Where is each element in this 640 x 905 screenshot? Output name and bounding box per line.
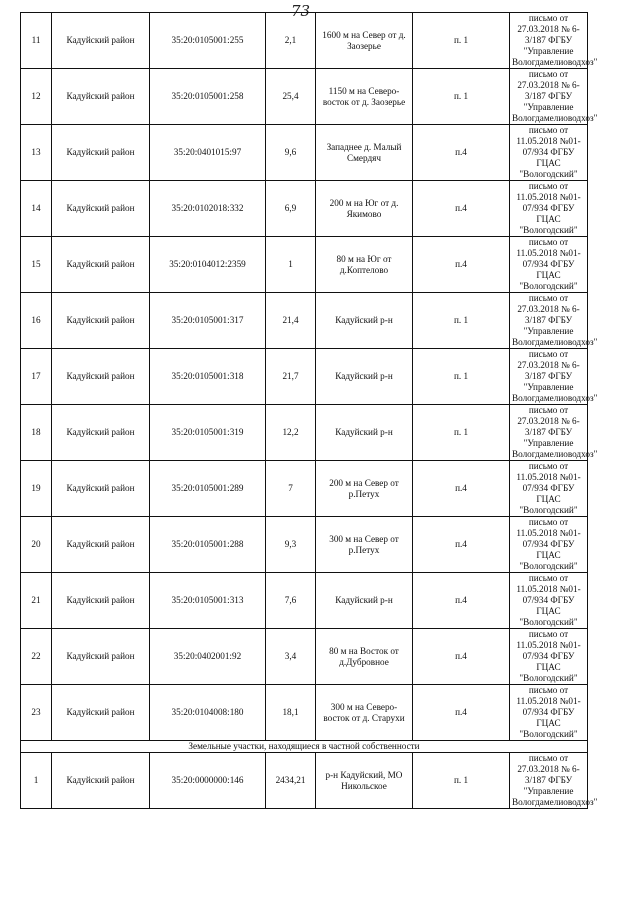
table-row bbox=[21, 13, 588, 69]
row-number: 17 bbox=[21, 349, 52, 405]
clause-cell: п.4 bbox=[413, 517, 510, 573]
location-cell: 200 м на Север от р.Петух bbox=[316, 461, 413, 517]
clause-cell: п.4 bbox=[413, 629, 510, 685]
table-body-private bbox=[21, 753, 598, 809]
district-cell: Кадуйский район bbox=[52, 237, 150, 293]
location-cell: Кадуйский р-н bbox=[316, 293, 413, 349]
location-cell: Кадуйский р-н bbox=[316, 405, 413, 461]
clause-cell: п. 1 bbox=[413, 13, 510, 69]
letter-reference-cell: письмо от 27.03.2018 № 6-3/187 ФГБУ "Управление Вологдамелиоводхоз" bbox=[510, 753, 588, 809]
location-cell: 200 м на Юг от д. Якимово bbox=[316, 181, 413, 237]
land-plots-table bbox=[20, 12, 598, 809]
row-number: 14 bbox=[21, 181, 52, 237]
cadastral-number-cell: 35:20:0105001:258 bbox=[150, 69, 266, 125]
district-cell: Кадуйский район bbox=[52, 405, 150, 461]
clause-cell: п.4 bbox=[413, 125, 510, 181]
district-cell: Кадуйский район bbox=[52, 349, 150, 405]
section-title: Земельные участки, находящиеся в частной собственности bbox=[21, 741, 588, 753]
cadastral-number-cell: 35:20:0102018:332 bbox=[150, 181, 266, 237]
district-cell: Кадуйский район bbox=[52, 573, 150, 629]
row-number: 1 bbox=[21, 753, 52, 809]
row-number: 23 bbox=[21, 685, 52, 741]
cadastral-number-cell: 35:20:0104012:2359 bbox=[150, 237, 266, 293]
letter-reference-cell: письмо от 27.03.2018 № 6-3/187 ФГБУ "Управление Вологдамелиоводхоз" bbox=[510, 293, 588, 349]
area-cell: 6,9 bbox=[266, 181, 316, 237]
area-cell: 9,6 bbox=[266, 125, 316, 181]
location-cell: 300 м на Северо-восток от д. Старухи bbox=[316, 685, 413, 741]
location-cell: 1600 м на Север от д. Заозерье bbox=[316, 13, 413, 69]
location-cell: 80 м на Юг от д.Коптелово bbox=[316, 237, 413, 293]
page-number: 73 bbox=[291, 2, 311, 20]
table-body-municipal bbox=[21, 13, 598, 741]
area-cell: 18,1 bbox=[266, 685, 316, 741]
table-row bbox=[21, 517, 588, 573]
row-number: 16 bbox=[21, 293, 52, 349]
area-cell: 25,4 bbox=[266, 69, 316, 125]
clause-cell: п. 1 bbox=[413, 349, 510, 405]
clause-cell: п. 1 bbox=[413, 405, 510, 461]
area-cell: 7,6 bbox=[266, 573, 316, 629]
clause-cell: п.4 bbox=[413, 237, 510, 293]
table-row bbox=[21, 685, 588, 741]
row-number: 19 bbox=[21, 461, 52, 517]
area-cell: 21,7 bbox=[266, 349, 316, 405]
district-cell: Кадуйский район bbox=[52, 181, 150, 237]
table-row bbox=[21, 293, 588, 349]
location-cell: 300 м на Север от р.Петух bbox=[316, 517, 413, 573]
location-cell: Кадуйский р-н bbox=[316, 349, 413, 405]
table-row bbox=[21, 181, 588, 237]
letter-reference-cell: письмо от 11.05.2018 №01-07/934 ФГБУ ГЦАС "Вологодский" bbox=[510, 573, 588, 629]
row-number: 18 bbox=[21, 405, 52, 461]
row-number: 11 bbox=[21, 13, 52, 69]
district-cell: Кадуйский район bbox=[52, 517, 150, 573]
table-row bbox=[21, 349, 588, 405]
table-row bbox=[21, 125, 588, 181]
cadastral-number-cell: 35:20:0105001:255 bbox=[150, 13, 266, 69]
location-cell: 1150 м на Северо-восток от д. Заозерье bbox=[316, 69, 413, 125]
row-number: 13 bbox=[21, 125, 52, 181]
letter-reference-cell: письмо от 27.03.2018 № 6-3/187 ФГБУ "Управление Вологдамелиоводхоз" bbox=[510, 13, 588, 69]
table-row bbox=[21, 405, 588, 461]
table-row bbox=[21, 573, 588, 629]
letter-reference-cell: письмо от 27.03.2018 № 6-3/187 ФГБУ "Управление Вологдамелиоводхоз" bbox=[510, 69, 588, 125]
location-cell: Западнее д. Малый Смердяч bbox=[316, 125, 413, 181]
clause-cell: п.4 bbox=[413, 181, 510, 237]
area-cell: 3,4 bbox=[266, 629, 316, 685]
letter-reference-cell: письмо от 11.05.2018 №01-07/934 ФГБУ ГЦАС "Вологодский" bbox=[510, 461, 588, 517]
cadastral-number-cell: 35:20:0104008:180 bbox=[150, 685, 266, 741]
letter-reference-cell: письмо от 11.05.2018 №01-07/934 ФГБУ ГЦАС "Вологодский" bbox=[510, 237, 588, 293]
letter-reference-cell: письмо от 11.05.2018 №01-07/934 ФГБУ ГЦАС "Вологодский" bbox=[510, 685, 588, 741]
district-cell: Кадуйский район bbox=[52, 461, 150, 517]
letter-reference-cell: письмо от 11.05.2018 №01-07/934 ФГБУ ГЦАС "Вологодский" bbox=[510, 517, 588, 573]
clause-cell: п. 1 bbox=[413, 753, 510, 809]
table-row bbox=[21, 629, 588, 685]
location-cell: р-н Кадуйский, МО Никольское bbox=[316, 753, 413, 809]
cadastral-number-cell: 35:20:0105001:319 bbox=[150, 405, 266, 461]
area-cell: 2,1 bbox=[266, 13, 316, 69]
clause-cell: п. 1 bbox=[413, 69, 510, 125]
letter-reference-cell: письмо от 11.05.2018 №01-07/934 ФГБУ ГЦАС "Вологодский" bbox=[510, 125, 588, 181]
district-cell: Кадуйский район bbox=[52, 753, 150, 809]
section-header-row bbox=[21, 741, 588, 753]
clause-cell: п. 1 bbox=[413, 293, 510, 349]
letter-reference-cell: письмо от 27.03.2018 № 6-3/187 ФГБУ "Управление Вологдамелиоводхоз" bbox=[510, 405, 588, 461]
area-cell: 12,2 bbox=[266, 405, 316, 461]
cadastral-number-cell: 35:20:0105001:318 bbox=[150, 349, 266, 405]
row-number: 21 bbox=[21, 573, 52, 629]
area-cell: 1 bbox=[266, 237, 316, 293]
table-row bbox=[21, 69, 588, 125]
district-cell: Кадуйский район bbox=[52, 125, 150, 181]
cadastral-number-cell: 35:20:0105001:288 bbox=[150, 517, 266, 573]
area-cell: 7 bbox=[266, 461, 316, 517]
location-cell: 80 м на Восток от д.Дубровное bbox=[316, 629, 413, 685]
clause-cell: п.4 bbox=[413, 685, 510, 741]
district-cell: Кадуйский район bbox=[52, 685, 150, 741]
letter-reference-cell: письмо от 11.05.2018 №01-07/934 ФГБУ ГЦАС "Вологодский" bbox=[510, 181, 588, 237]
table-row bbox=[21, 237, 588, 293]
clause-cell: п.4 bbox=[413, 573, 510, 629]
cadastral-number-cell: 35:20:0401015:97 bbox=[150, 125, 266, 181]
cadastral-number-cell: 35:20:0000000:146 bbox=[150, 753, 266, 809]
table-row bbox=[21, 753, 588, 809]
row-number: 15 bbox=[21, 237, 52, 293]
row-number: 12 bbox=[21, 69, 52, 125]
area-cell: 21,4 bbox=[266, 293, 316, 349]
cadastral-number-cell: 35:20:0105001:289 bbox=[150, 461, 266, 517]
area-cell: 9,3 bbox=[266, 517, 316, 573]
letter-reference-cell: письмо от 11.05.2018 №01-07/934 ФГБУ ГЦАС "Вологодский" bbox=[510, 629, 588, 685]
table-row bbox=[21, 461, 588, 517]
cadastral-number-cell: 35:20:0402001:92 bbox=[150, 629, 266, 685]
district-cell: Кадуйский район bbox=[52, 293, 150, 349]
row-number: 20 bbox=[21, 517, 52, 573]
letter-reference-cell: письмо от 27.03.2018 № 6-3/187 ФГБУ "Управление Вологдамелиоводхоз" bbox=[510, 349, 588, 405]
clause-cell: п.4 bbox=[413, 461, 510, 517]
location-cell: Кадуйский р-н bbox=[316, 573, 413, 629]
row-number: 22 bbox=[21, 629, 52, 685]
area-cell: 2434,21 bbox=[266, 753, 316, 809]
cadastral-number-cell: 35:20:0105001:313 bbox=[150, 573, 266, 629]
cadastral-number-cell: 35:20:0105001:317 bbox=[150, 293, 266, 349]
district-cell: Кадуйский район bbox=[52, 629, 150, 685]
district-cell: Кадуйский район bbox=[52, 69, 150, 125]
table-section bbox=[21, 741, 588, 753]
district-cell: Кадуйский район bbox=[52, 13, 150, 69]
